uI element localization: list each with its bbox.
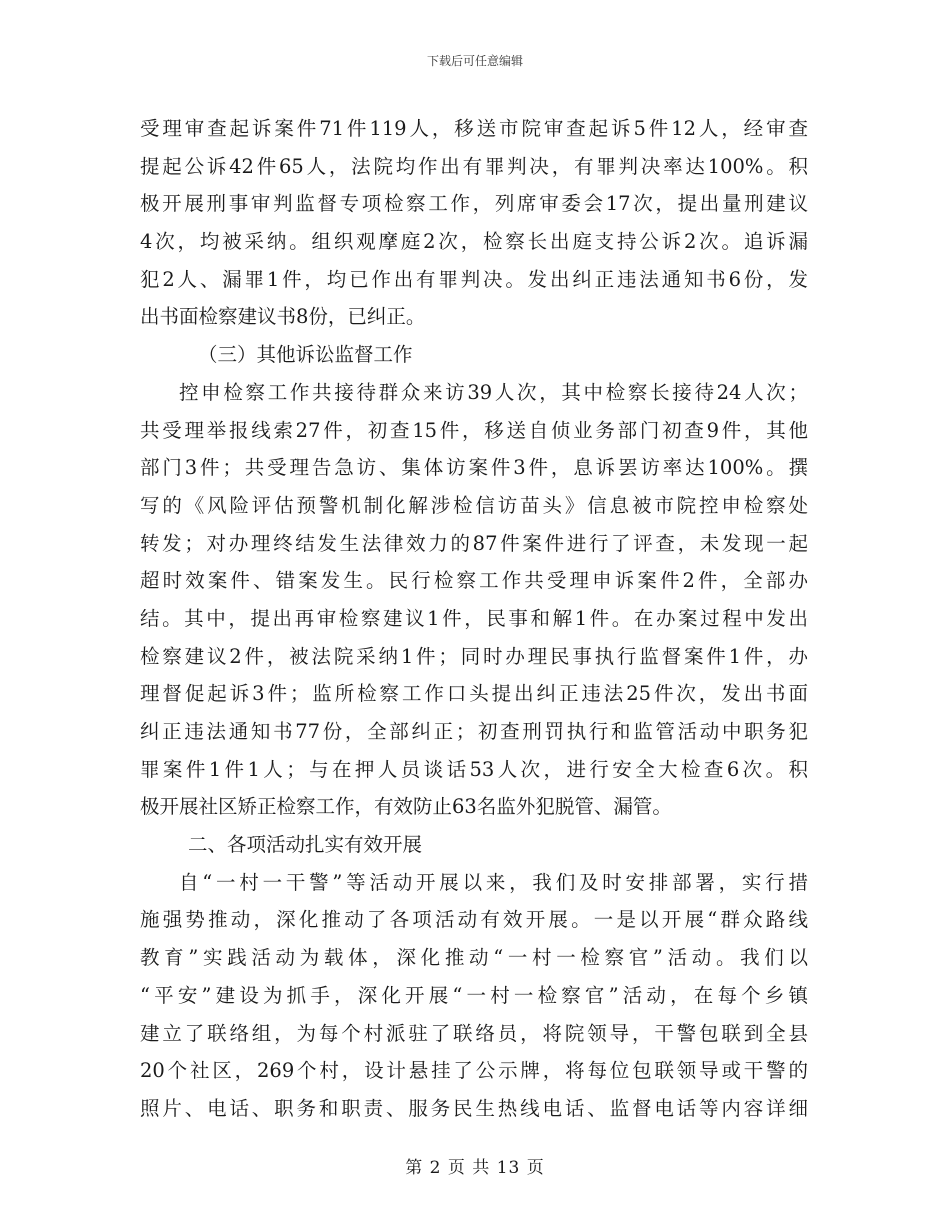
paragraph-line: “平安”建设为抓手，深化开展“一村一检察官”活动，在每个乡镇 xyxy=(140,983,808,1007)
paragraph-line: 提起公诉42件65人，法院均作出有罪判决，有罪判决率达100%。积 xyxy=(140,154,808,178)
paragraph-line: 极开展刑事审判监督专项检察工作，列席审委会17次，提出量刑建议 xyxy=(140,192,808,216)
paragraph-line: 部门3件；共受理告急访、集体访案件3件，息诉罢访率达100%。撰 xyxy=(140,456,808,480)
paragraph-line: 受理审查起诉案件71件119人，移送市院审查起诉5件12人，经审查 xyxy=(140,117,808,140)
page-number: 第 2 页 共 13 页 xyxy=(405,1158,545,1178)
paragraph-line: 写的《风险评估预警机制化解涉检信访苗头》信息被市院控申检察处 xyxy=(140,493,808,517)
document-body xyxy=(140,110,808,1128)
paragraph-line: 照片、电话、职务和职责、服务民生热线电话、监督电话等内容详细 xyxy=(140,1096,808,1120)
paragraph-line: 结。其中，提出再审检察建议1件，民事和解1件。在办案过程中发出 xyxy=(140,606,808,630)
paragraph-line: 检察建议2件，被法院采纳1件；同时办理民事执行监督案件1件，办 xyxy=(140,644,808,668)
paragraph-line: 出书面检察建议书8份，已纠正。 xyxy=(140,305,426,329)
paragraph-line: 共受理举报线索27件，初查15件，移送自侦业务部门初查9件，其他 xyxy=(140,418,808,442)
paragraph-line: 教育”实践活动为载体，深化推动“一村一检察官”活动。我们以 xyxy=(140,946,808,970)
paragraph-line: 犯2人、漏罪1件，均已作出有罪判决。发出纠正违法通知书6份，发 xyxy=(140,267,808,291)
paragraph-line: 控申检察工作共接待群众来访39人次，其中检察长接待24人次； xyxy=(179,380,808,404)
paragraph-line: 施强势推动，深化推动了各项活动有效开展。一是以开展“群众路线 xyxy=(140,908,808,932)
page-header: 下载后可任意编辑 xyxy=(426,54,523,68)
paragraph-line: 超时效案件、错案发生。民行检察工作共受理申诉案件2件，全部办 xyxy=(140,569,808,593)
paragraph-line: 理督促起诉3件；监所检察工作口头提出纠正违法25件次，发出书面 xyxy=(140,682,808,706)
paragraph-line: 自“一村一干警”等活动开展以来，我们及时安排部署，实行措 xyxy=(179,870,808,894)
paragraph-line: 20个社区，269个村，设计悬挂了公示牌，将每位包联领导或干警的 xyxy=(140,1059,808,1083)
paragraph-line: 建立了联络组，为每个村派驻了联络员，将院领导，干警包联到全县 xyxy=(140,1021,808,1045)
paragraph-line: 转发；对办理终结发生法律效力的87件案件进行了评查，未发现一起 xyxy=(140,531,808,555)
paragraph-line: 纠正违法通知书77份，全部纠正；初查刑罚执行和监管活动中职务犯 xyxy=(140,720,808,743)
section-heading: （三）其他诉讼监督工作 xyxy=(198,343,413,367)
section-heading: 二、各项活动扎实有效开展 xyxy=(188,833,423,857)
paragraph-line: 罪案件1件1人；与在押人员谈话53人次，进行安全大检查6次。积 xyxy=(140,757,808,781)
paragraph-line: 极开展社区矫正检察工作，有效防止63名监外犯脱管、漏管。 xyxy=(140,795,672,819)
paragraph-line: 4次，均被采纳。组织观摩庭2次，检察长出庭支持公诉2次。追诉漏 xyxy=(140,230,808,254)
